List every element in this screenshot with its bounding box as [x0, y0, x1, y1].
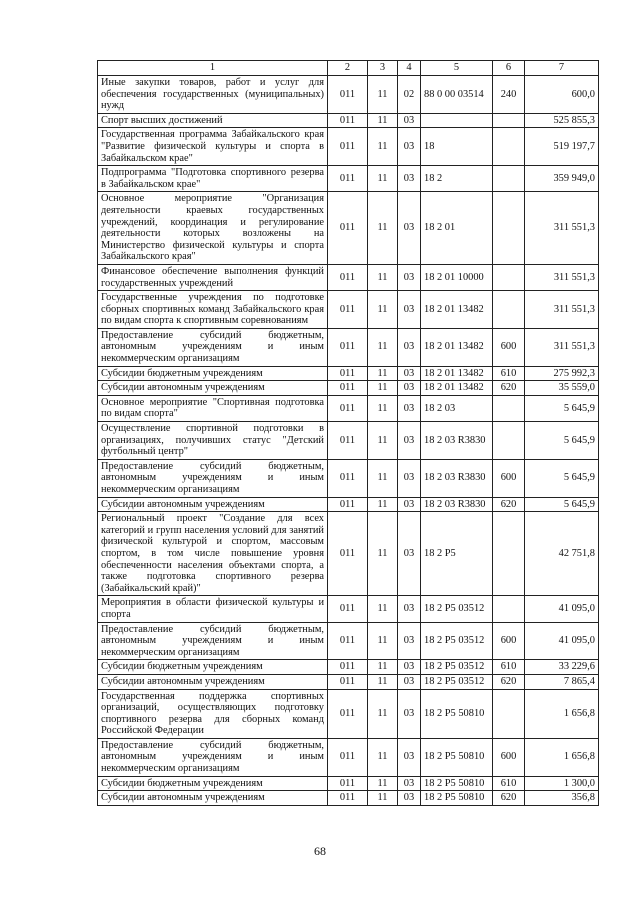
row-csr-code: 18 2 P5 50810 — [421, 791, 493, 806]
table-row — [98, 622, 599, 660]
row-name: Государственная программа Забайкальского края "Развитие физической культуры и спорта в Забайкальском крае" — [98, 128, 328, 166]
table-body — [98, 61, 599, 806]
row-sum: 1 656,8 — [525, 689, 599, 738]
row-vr-code — [493, 192, 525, 265]
row-csr-code: 18 2 P5 03512 — [421, 622, 493, 660]
table-row — [98, 166, 599, 192]
row-name: Подпрограмма "Подготовка спортивного резерва в Забайкальском крае" — [98, 166, 328, 192]
row-sum: 41 095,0 — [525, 622, 599, 660]
row-vr-code: 610 — [493, 660, 525, 675]
row-name: Субсидии автономным учреждениям — [98, 497, 328, 512]
row-vr-code — [493, 422, 525, 460]
row-sum: 41 095,0 — [525, 596, 599, 622]
row-gr-code: 011 — [328, 366, 368, 381]
row-rz-code: 11 — [368, 497, 398, 512]
table-row — [98, 791, 599, 806]
row-pr-code: 02 — [398, 76, 421, 114]
row-rz-code: 11 — [368, 166, 398, 192]
row-sum: 5 645,9 — [525, 497, 599, 512]
row-rz-code: 11 — [368, 622, 398, 660]
row-csr-code — [421, 113, 493, 128]
row-rz-code: 11 — [368, 381, 398, 396]
row-name: Субсидии автономным учреждениям — [98, 791, 328, 806]
row-rz-code: 11 — [368, 113, 398, 128]
row-pr-code: 03 — [398, 497, 421, 512]
row-gr-code: 011 — [328, 264, 368, 290]
row-pr-code: 03 — [398, 113, 421, 128]
row-sum: 7 865,4 — [525, 674, 599, 689]
row-vr-code: 600 — [493, 328, 525, 366]
row-gr-code: 011 — [328, 166, 368, 192]
row-gr-code: 011 — [328, 689, 368, 738]
row-name: Субсидии бюджетным учреждениям — [98, 660, 328, 675]
row-vr-code — [493, 512, 525, 596]
table-row — [98, 512, 599, 596]
row-csr-code: 18 2 P5 50810 — [421, 738, 493, 776]
budget-table — [97, 60, 599, 806]
row-gr-code: 011 — [328, 128, 368, 166]
row-name: Государственные учреждения по подготовке сборных спортивных команд Забайкальского края по видам спорта к спортивным соревнованиям — [98, 291, 328, 329]
row-sum: 519 197,7 — [525, 128, 599, 166]
row-sum: 5 645,9 — [525, 395, 599, 421]
row-sum: 600,0 — [525, 76, 599, 114]
row-vr-code — [493, 291, 525, 329]
row-name: Субсидии бюджетным учреждениям — [98, 776, 328, 791]
row-csr-code: 18 2 01 10000 — [421, 264, 493, 290]
row-rz-code: 11 — [368, 422, 398, 460]
row-gr-code: 011 — [328, 776, 368, 791]
row-vr-code: 600 — [493, 738, 525, 776]
row-gr-code: 011 — [328, 395, 368, 421]
row-sum: 359 949,0 — [525, 166, 599, 192]
row-name: Основное мероприятие "Спортивная подготовка по видам спорта" — [98, 395, 328, 421]
row-rz-code: 11 — [368, 192, 398, 265]
row-gr-code: 011 — [328, 113, 368, 128]
row-gr-code: 011 — [328, 459, 368, 497]
row-vr-code: 610 — [493, 776, 525, 791]
row-vr-code: 620 — [493, 381, 525, 396]
row-csr-code: 18 2 03 R3830 — [421, 459, 493, 497]
row-csr-code: 18 2 P5 03512 — [421, 596, 493, 622]
row-gr-code: 011 — [328, 422, 368, 460]
row-name: Региональный проект "Создание для всех категорий и групп населения условий для занятий физической культурой и спортом, массовым спортом, в том числе повышение уровня обеспеченности населения объектами спорта, а также подготовка спортивного резерва (Забайкальский край)" — [98, 512, 328, 596]
row-pr-code: 03 — [398, 791, 421, 806]
row-sum: 1 300,0 — [525, 776, 599, 791]
row-vr-code — [493, 395, 525, 421]
row-rz-code: 11 — [368, 128, 398, 166]
row-sum: 525 855,3 — [525, 113, 599, 128]
row-rz-code: 11 — [368, 674, 398, 689]
row-csr-code: 18 — [421, 128, 493, 166]
row-vr-code — [493, 113, 525, 128]
table-row — [98, 497, 599, 512]
row-gr-code: 011 — [328, 622, 368, 660]
row-pr-code: 03 — [398, 596, 421, 622]
row-sum: 356,8 — [525, 791, 599, 806]
table-row — [98, 395, 599, 421]
row-vr-code: 600 — [493, 622, 525, 660]
table-row — [98, 192, 599, 265]
row-pr-code: 03 — [398, 776, 421, 791]
row-sum: 311 551,3 — [525, 328, 599, 366]
row-csr-code: 18 2 P5 03512 — [421, 674, 493, 689]
page-number: 68 — [314, 844, 326, 858]
row-pr-code: 03 — [398, 622, 421, 660]
row-csr-code: 18 2 — [421, 166, 493, 192]
header-col-7: 7 — [525, 61, 599, 76]
row-name: Предоставление субсидий бюджетным, автономным учреждениям и иным некоммерческим организациям — [98, 622, 328, 660]
row-sum: 311 551,3 — [525, 264, 599, 290]
header-col-1: 1 — [98, 61, 328, 76]
row-sum: 311 551,3 — [525, 192, 599, 265]
row-rz-code: 11 — [368, 512, 398, 596]
table-row — [98, 381, 599, 396]
row-name: Государственная поддержка спортивных организаций, осуществляющих подготовку спортивного резерва для сборных команд Российской Федерации — [98, 689, 328, 738]
row-name: Мероприятия в области физической культуры и спорта — [98, 596, 328, 622]
row-name: Финансовое обеспечение выполнения функций государственных учреждений — [98, 264, 328, 290]
row-pr-code: 03 — [398, 264, 421, 290]
row-gr-code: 011 — [328, 512, 368, 596]
row-gr-code: 011 — [328, 596, 368, 622]
row-gr-code: 011 — [328, 497, 368, 512]
row-csr-code: 88 0 00 03514 — [421, 76, 493, 114]
row-rz-code: 11 — [368, 76, 398, 114]
table-header-row — [98, 61, 599, 76]
row-csr-code: 18 2 P5 50810 — [421, 776, 493, 791]
row-pr-code: 03 — [398, 674, 421, 689]
row-vr-code — [493, 689, 525, 738]
row-sum: 35 559,0 — [525, 381, 599, 396]
table-row — [98, 674, 599, 689]
row-rz-code: 11 — [368, 264, 398, 290]
row-gr-code: 011 — [328, 381, 368, 396]
row-pr-code: 03 — [398, 689, 421, 738]
row-csr-code: 18 2 03 — [421, 395, 493, 421]
table-row — [98, 422, 599, 460]
row-rz-code: 11 — [368, 596, 398, 622]
row-pr-code: 03 — [398, 459, 421, 497]
row-name: Субсидии автономным учреждениям — [98, 381, 328, 396]
header-col-4: 4 — [398, 61, 421, 76]
row-name: Субсидии бюджетным учреждениям — [98, 366, 328, 381]
row-sum: 5 645,9 — [525, 459, 599, 497]
table-row — [98, 689, 599, 738]
row-rz-code: 11 — [368, 328, 398, 366]
row-csr-code: 18 2 01 13482 — [421, 328, 493, 366]
row-csr-code: 18 2 01 13482 — [421, 366, 493, 381]
row-gr-code: 011 — [328, 76, 368, 114]
row-sum: 275 992,3 — [525, 366, 599, 381]
row-sum: 5 645,9 — [525, 422, 599, 460]
row-sum: 311 551,3 — [525, 291, 599, 329]
row-gr-code: 011 — [328, 738, 368, 776]
row-sum: 42 751,8 — [525, 512, 599, 596]
table-row — [98, 660, 599, 675]
row-rz-code: 11 — [368, 660, 398, 675]
table-row — [98, 264, 599, 290]
row-name: Предоставление субсидий бюджетным, автономным учреждениям и иным некоммерческим организациям — [98, 738, 328, 776]
table-row — [98, 776, 599, 791]
row-csr-code: 18 2 03 R3830 — [421, 422, 493, 460]
row-rz-code: 11 — [368, 395, 398, 421]
row-vr-code: 620 — [493, 791, 525, 806]
row-csr-code: 18 2 P5 03512 — [421, 660, 493, 675]
table-row — [98, 76, 599, 114]
row-vr-code: 600 — [493, 459, 525, 497]
row-csr-code: 18 2 01 — [421, 192, 493, 265]
row-vr-code: 620 — [493, 497, 525, 512]
row-rz-code: 11 — [368, 776, 398, 791]
row-pr-code: 03 — [398, 366, 421, 381]
row-sum: 33 229,6 — [525, 660, 599, 675]
table-row — [98, 459, 599, 497]
header-col-5: 5 — [421, 61, 493, 76]
row-csr-code: 18 2 P5 50810 — [421, 689, 493, 738]
row-rz-code: 11 — [368, 459, 398, 497]
row-pr-code: 03 — [398, 328, 421, 366]
row-name: Субсидии автономным учреждениям — [98, 674, 328, 689]
row-vr-code — [493, 128, 525, 166]
row-vr-code — [493, 264, 525, 290]
row-vr-code: 240 — [493, 76, 525, 114]
row-vr-code: 620 — [493, 674, 525, 689]
row-gr-code: 011 — [328, 291, 368, 329]
table-row — [98, 366, 599, 381]
row-csr-code: 18 2 03 R3830 — [421, 497, 493, 512]
row-csr-code: 18 2 P5 — [421, 512, 493, 596]
row-csr-code: 18 2 01 13482 — [421, 291, 493, 329]
row-name: Иные закупки товаров, работ и услуг для обеспечения государственных (муниципальных) нужд — [98, 76, 328, 114]
table-row — [98, 291, 599, 329]
table-row — [98, 738, 599, 776]
row-gr-code: 011 — [328, 660, 368, 675]
row-vr-code — [493, 166, 525, 192]
row-gr-code: 011 — [328, 674, 368, 689]
header-col-2: 2 — [328, 61, 368, 76]
row-rz-code: 11 — [368, 791, 398, 806]
row-vr-code: 610 — [493, 366, 525, 381]
table-row — [98, 328, 599, 366]
table-row — [98, 113, 599, 128]
row-name: Основное мероприятие "Организация деятельности краевых государственных учреждений, координация и регулирование деятельности которых возложены на Министерство физической культуры и спорта Забайкальского края" — [98, 192, 328, 265]
row-gr-code: 011 — [328, 192, 368, 265]
row-pr-code: 03 — [398, 192, 421, 265]
row-pr-code: 03 — [398, 166, 421, 192]
table-row — [98, 596, 599, 622]
row-gr-code: 011 — [328, 791, 368, 806]
row-pr-code: 03 — [398, 381, 421, 396]
row-pr-code: 03 — [398, 128, 421, 166]
row-sum: 1 656,8 — [525, 738, 599, 776]
row-name: Предоставление субсидий бюджетным, автономным учреждениям и иным некоммерческим организациям — [98, 459, 328, 497]
row-rz-code: 11 — [368, 291, 398, 329]
row-name: Спорт высших достижений — [98, 113, 328, 128]
row-name: Предоставление субсидий бюджетным, автономным учреждениям и иным некоммерческим организациям — [98, 328, 328, 366]
row-gr-code: 011 — [328, 328, 368, 366]
row-name: Осуществление спортивной подготовки в организациях, получивших статус "Детский футбольный центр" — [98, 422, 328, 460]
row-rz-code: 11 — [368, 366, 398, 381]
row-pr-code: 03 — [398, 738, 421, 776]
row-csr-code: 18 2 01 13482 — [421, 381, 493, 396]
table-row — [98, 128, 599, 166]
row-vr-code — [493, 596, 525, 622]
header-col-6: 6 — [493, 61, 525, 76]
row-pr-code: 03 — [398, 512, 421, 596]
row-pr-code: 03 — [398, 291, 421, 329]
row-pr-code: 03 — [398, 395, 421, 421]
row-pr-code: 03 — [398, 660, 421, 675]
row-rz-code: 11 — [368, 689, 398, 738]
row-pr-code: 03 — [398, 422, 421, 460]
row-rz-code: 11 — [368, 738, 398, 776]
header-col-3: 3 — [368, 61, 398, 76]
